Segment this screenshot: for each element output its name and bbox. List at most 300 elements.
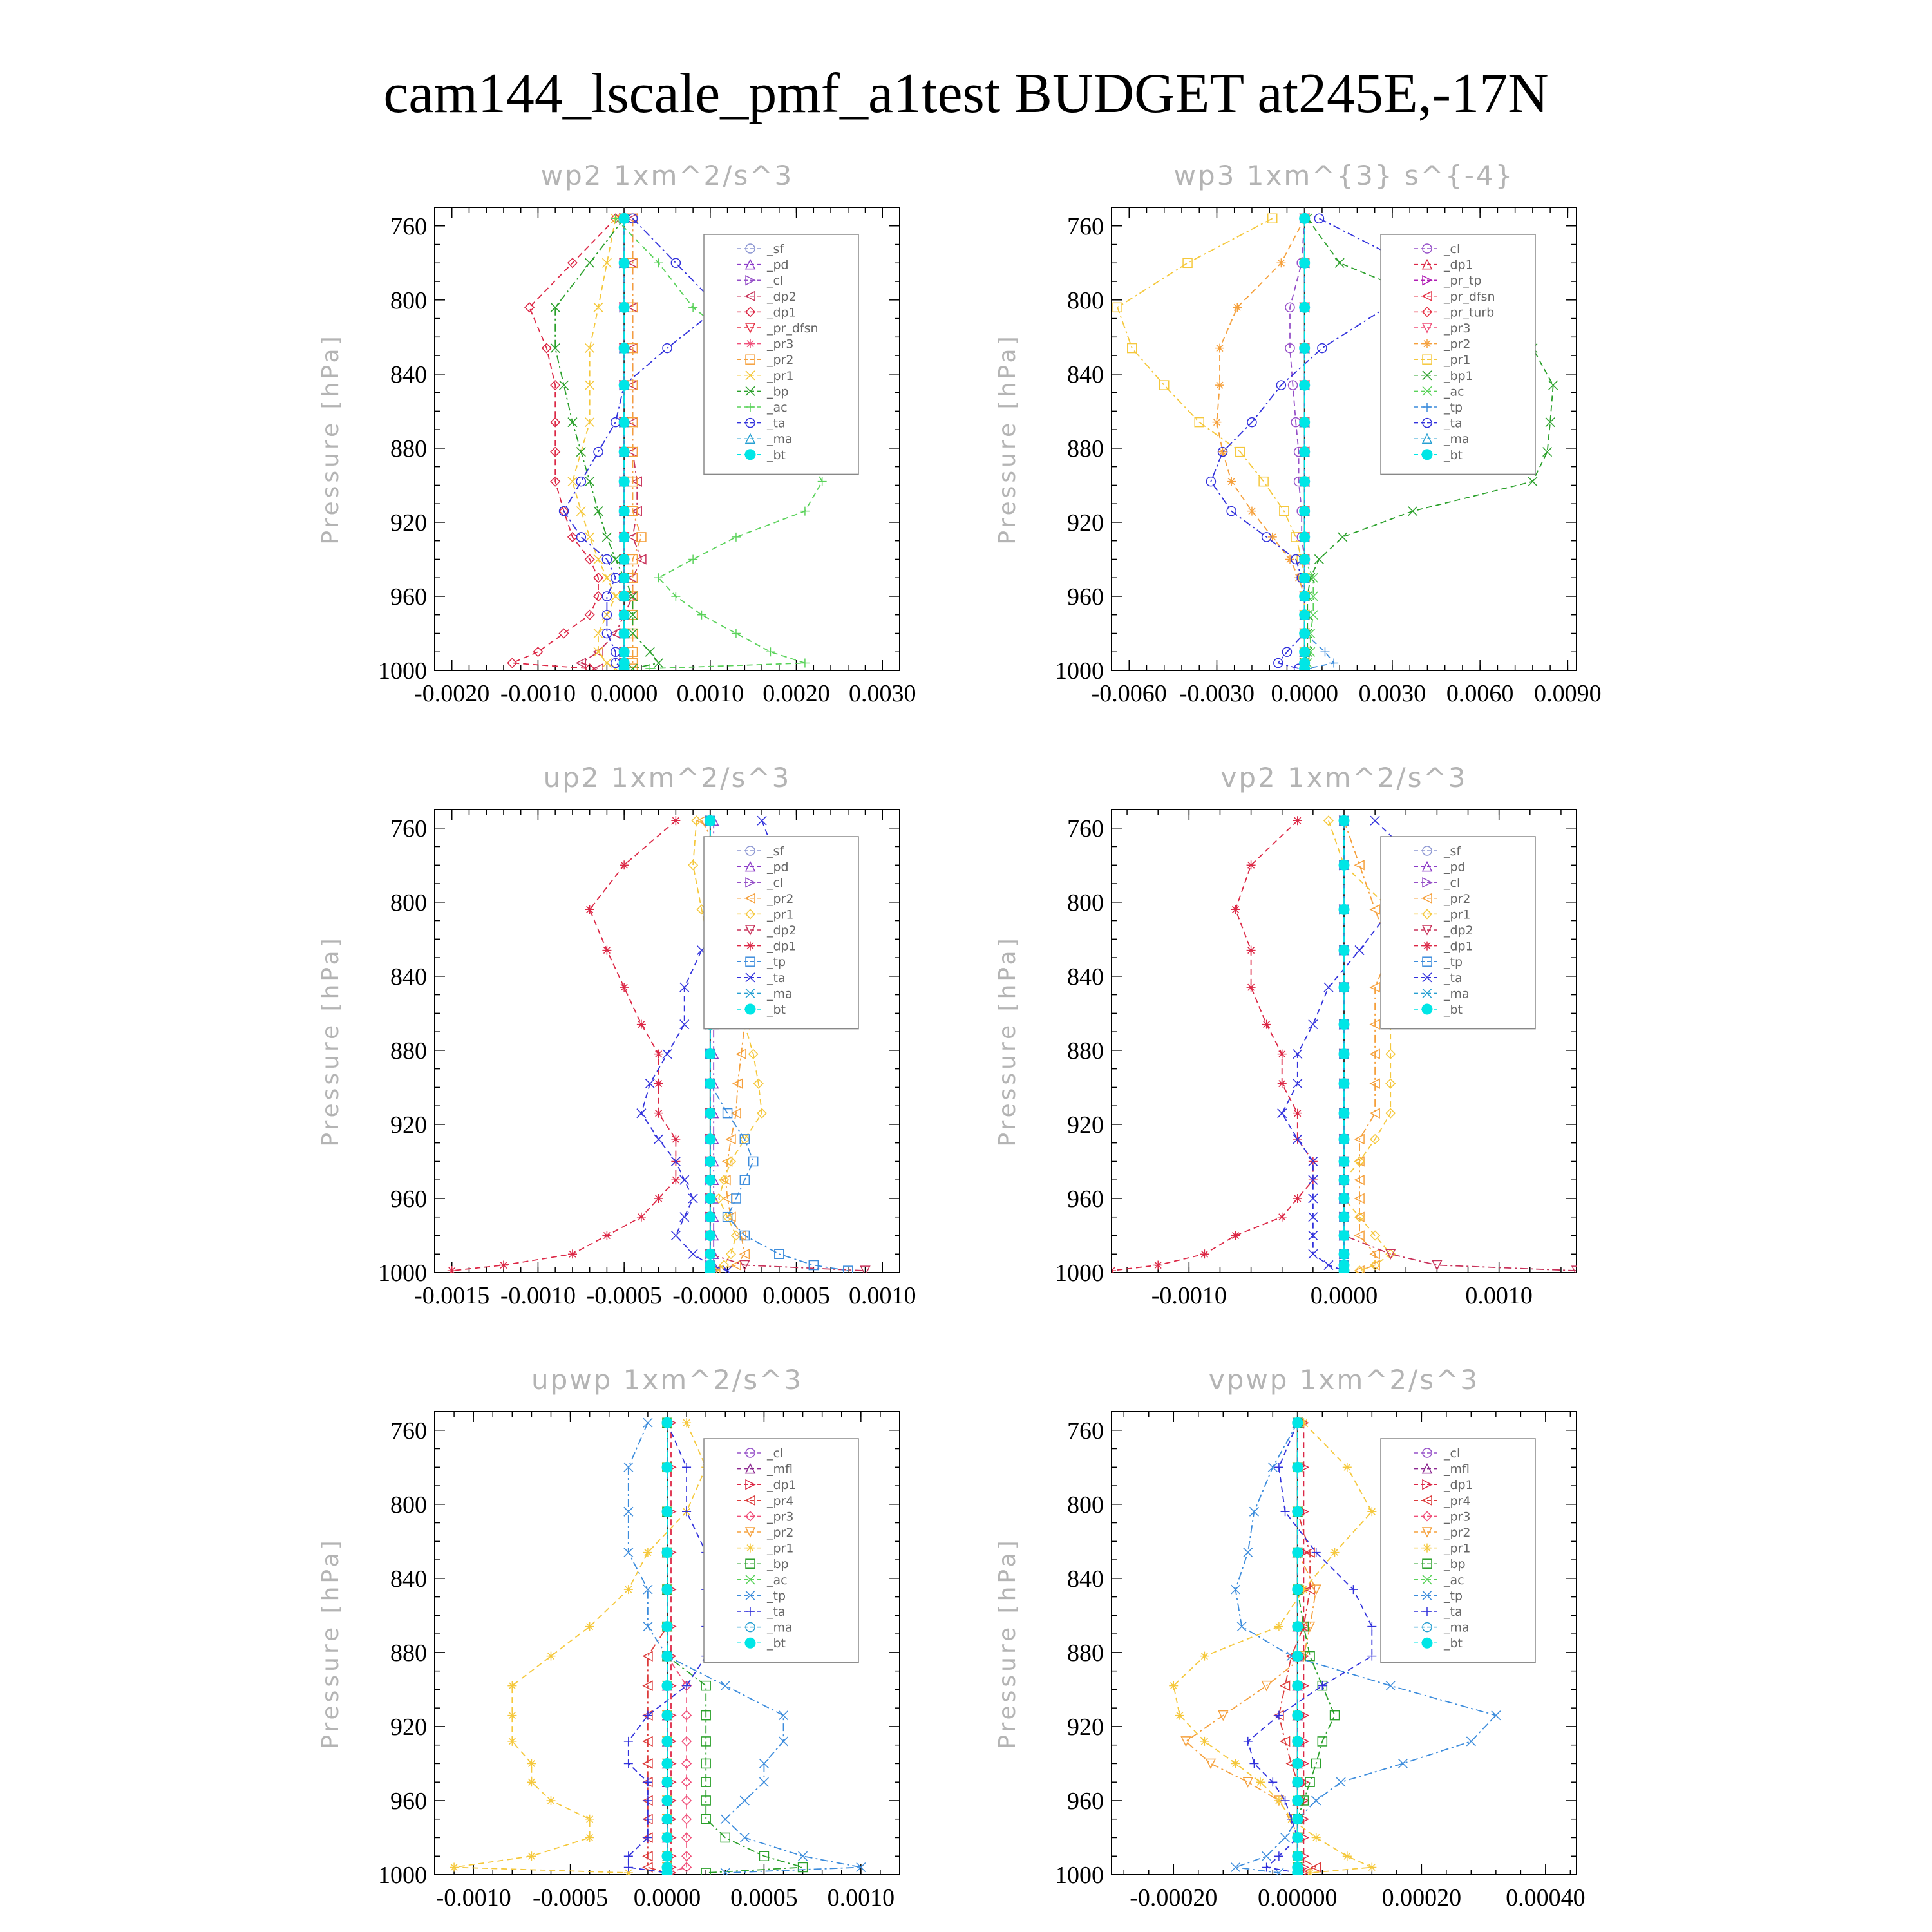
y-tick-label: 800 bbox=[1067, 889, 1104, 916]
y-tick-label: 760 bbox=[1067, 1417, 1104, 1444]
y-tick-label: 760 bbox=[1067, 213, 1104, 240]
y-tick-label: 760 bbox=[390, 815, 427, 842]
data-point-bt bbox=[619, 610, 629, 620]
data-point-pr2 bbox=[1370, 905, 1379, 914]
data-point-ta bbox=[1349, 1585, 1358, 1594]
data-point-ta bbox=[688, 1194, 697, 1203]
data-point-bt bbox=[705, 1265, 715, 1276]
y-tick-label: 760 bbox=[1067, 815, 1104, 842]
data-point-pr1 bbox=[1343, 1463, 1352, 1472]
data-point-bt bbox=[1293, 1417, 1303, 1428]
data-point-bt bbox=[1293, 1736, 1303, 1747]
data-point-pr1 bbox=[594, 554, 603, 564]
data-point-ta bbox=[643, 1815, 652, 1824]
y-tick-label: 880 bbox=[390, 1037, 427, 1065]
data-point-dp1 bbox=[1293, 1194, 1302, 1203]
chart-title: wp2 1xm^2/s^3 bbox=[540, 160, 794, 191]
data-point-dp1 bbox=[1153, 1260, 1162, 1269]
data-point-pr1 bbox=[726, 1249, 735, 1258]
x-tick-label: -0.0030 bbox=[1179, 680, 1255, 707]
series-line-ta bbox=[564, 218, 719, 668]
legend-entry: _dp1 bbox=[767, 305, 797, 320]
data-point-bt bbox=[662, 1710, 672, 1721]
x-tick-label: -0.0005 bbox=[586, 1282, 662, 1309]
y-tick-label: 760 bbox=[390, 1417, 427, 1444]
data-point-ac bbox=[688, 554, 697, 564]
data-point-ta bbox=[757, 816, 766, 825]
data-point-pr1 bbox=[1200, 1652, 1209, 1661]
data-point-bt bbox=[619, 628, 629, 638]
data-point-ac bbox=[766, 647, 775, 656]
data-point-pr1 bbox=[576, 507, 585, 516]
legend-entry: _ma bbox=[1444, 987, 1470, 1001]
data-point-ta bbox=[1244, 1737, 1253, 1746]
data-point-dp1 bbox=[560, 629, 569, 638]
legend-entry: _pr_turb bbox=[1444, 305, 1495, 320]
data-point-bt bbox=[619, 647, 629, 657]
data-point-tp bbox=[721, 1815, 730, 1824]
data-point-bt bbox=[705, 1175, 715, 1185]
legend-entry: _pr4 bbox=[1444, 1493, 1471, 1508]
data-point-bt bbox=[705, 815, 715, 826]
data-point-ta bbox=[671, 1231, 680, 1240]
legend-entry: _dp1 bbox=[1444, 258, 1473, 272]
x-tick-label: -0.0010 bbox=[500, 680, 576, 707]
legend-entry: _dp1 bbox=[767, 1478, 797, 1493]
data-point-bt bbox=[1300, 258, 1310, 268]
x-tick-label: 0.0020 bbox=[762, 680, 830, 707]
data-point-dp1 bbox=[1278, 1213, 1287, 1222]
data-point-bt bbox=[662, 1681, 672, 1691]
data-point-bt bbox=[705, 1230, 715, 1240]
series-line-pr1 bbox=[573, 218, 616, 668]
data-point-bt bbox=[662, 1868, 672, 1878]
legend-entry: _bt bbox=[767, 1636, 786, 1651]
y-tick-label: 960 bbox=[1067, 1787, 1104, 1815]
data-point-ta bbox=[1318, 1681, 1327, 1690]
legend-entry: _bp1 bbox=[1444, 368, 1473, 383]
legend-entry: _cl bbox=[1444, 1446, 1461, 1461]
y-tick-label: 840 bbox=[1067, 963, 1104, 990]
chart-title: wp3 1xm^{3} s^{-4} bbox=[1173, 160, 1515, 191]
x-tick-label: 0.0000 bbox=[590, 680, 658, 707]
data-point-bp1 bbox=[1314, 554, 1323, 564]
data-point-tp bbox=[643, 1418, 652, 1427]
legend-marker bbox=[746, 942, 755, 951]
legend-entry: _ta bbox=[1444, 1605, 1463, 1619]
y-tick-label: 800 bbox=[390, 889, 427, 916]
data-point-ta bbox=[1274, 1711, 1283, 1720]
x-tick-label: -0.0020 bbox=[414, 680, 490, 707]
x-tick-label: 0.0000 bbox=[633, 1884, 701, 1911]
series-line-dp1 bbox=[1112, 820, 1313, 1271]
data-point-bt bbox=[662, 1584, 672, 1595]
y-tick-label: 880 bbox=[1067, 1639, 1104, 1667]
data-point-dp1 bbox=[654, 1050, 663, 1059]
x-tick-label: 0.0010 bbox=[849, 1282, 916, 1309]
data-point-bt bbox=[1293, 1795, 1303, 1806]
y-tick-label: 920 bbox=[1067, 1713, 1104, 1741]
data-point-bt bbox=[1300, 663, 1310, 674]
data-point-bt bbox=[705, 1134, 715, 1144]
data-point-ac bbox=[732, 629, 741, 638]
legend-entry: _pr3 bbox=[1444, 1510, 1471, 1524]
y-tick-label: 880 bbox=[1067, 1037, 1104, 1065]
data-point-bt bbox=[619, 213, 629, 223]
chart-panel-2 bbox=[994, 160, 1602, 707]
legend-entry: _pr2 bbox=[1444, 1526, 1471, 1540]
x-tick-label: -0.00020 bbox=[1130, 1884, 1218, 1911]
x-tick-label: -0.0010 bbox=[1151, 1282, 1227, 1309]
data-point-bt bbox=[1300, 573, 1310, 583]
data-point-bt bbox=[705, 1249, 715, 1259]
data-point-pr2 bbox=[1247, 507, 1256, 516]
data-point-ta bbox=[602, 592, 611, 601]
data-point-bt bbox=[1300, 610, 1310, 620]
data-point-bt bbox=[1293, 1622, 1303, 1632]
x-tick-label: -0.0000 bbox=[672, 1282, 748, 1309]
data-point-bt bbox=[1293, 1777, 1303, 1787]
data-point-dp1 bbox=[671, 816, 680, 825]
data-point-bp bbox=[1331, 1711, 1340, 1720]
data-point-bp bbox=[560, 381, 569, 390]
data-point-bt bbox=[619, 380, 629, 390]
data-point-bt bbox=[1300, 628, 1310, 638]
x-tick-label: 0.0000 bbox=[1271, 680, 1338, 707]
data-point-pr1 bbox=[1169, 1681, 1178, 1690]
data-point-bp bbox=[645, 647, 654, 656]
data-point-dp1 bbox=[448, 1266, 457, 1275]
data-point-tp bbox=[1492, 1711, 1501, 1720]
data-point-ta bbox=[671, 258, 680, 267]
series-line-pr1 bbox=[1117, 218, 1305, 668]
data-point-tp bbox=[1398, 1759, 1407, 1768]
data-point-bt bbox=[1339, 1019, 1349, 1030]
y-tick-label: 840 bbox=[390, 361, 427, 388]
legend-entry: _ma bbox=[767, 987, 793, 1001]
data-point-bp bbox=[602, 533, 611, 542]
legend-entry: _pr3 bbox=[767, 1510, 794, 1524]
data-point-bt bbox=[1339, 860, 1349, 870]
legend-entry: _dp2 bbox=[767, 289, 797, 304]
legend-entry: _bt bbox=[1444, 1636, 1463, 1651]
data-point-pr2 bbox=[1215, 381, 1224, 390]
y-axis-label: Pressure [hPa] bbox=[317, 333, 344, 545]
data-point-ta bbox=[1278, 1109, 1287, 1118]
data-point-pr2 bbox=[1244, 1777, 1253, 1786]
data-point-bt bbox=[1293, 1548, 1303, 1558]
data-point-ta bbox=[1268, 1777, 1277, 1786]
legend-entry: _ma bbox=[1444, 432, 1470, 447]
data-point-ta bbox=[1324, 983, 1333, 992]
series-line-dp1 bbox=[452, 820, 676, 1271]
data-point-bt bbox=[619, 343, 629, 354]
legend-entry: _tp bbox=[767, 1589, 786, 1604]
legend-entry: _pd bbox=[767, 258, 789, 272]
legend-entry: _bt bbox=[767, 1003, 786, 1017]
legend-entry: _dp2 bbox=[767, 923, 797, 938]
y-tick-label: 880 bbox=[390, 435, 427, 462]
data-point-pr1 bbox=[624, 1585, 633, 1594]
data-point-ta bbox=[643, 1711, 652, 1720]
x-tick-label: 0.0005 bbox=[762, 1282, 830, 1309]
data-point-dp1 bbox=[568, 1249, 577, 1258]
data-point-bt bbox=[662, 1832, 672, 1842]
y-tick-label: 1000 bbox=[378, 658, 427, 685]
data-point-ta bbox=[680, 1175, 689, 1184]
data-point-bp bbox=[1305, 1777, 1314, 1786]
data-point-dp1 bbox=[654, 1079, 663, 1088]
legend-entry: _pr1 bbox=[1444, 907, 1471, 922]
data-point-bt bbox=[1293, 1462, 1303, 1472]
data-point-bt bbox=[1339, 815, 1349, 826]
y-tick-label: 1000 bbox=[1055, 658, 1104, 685]
page-title: cam144_lscale_pmf_a1test BUDGET at245E,-17N bbox=[383, 62, 1549, 125]
legend-entry: _ta bbox=[1444, 416, 1463, 431]
data-point-dp1 bbox=[654, 1109, 663, 1118]
data-point-tp bbox=[740, 1796, 749, 1805]
chart-panel-4 bbox=[994, 762, 1581, 1309]
data-point-pr1 bbox=[1256, 1777, 1265, 1786]
data-point-ta bbox=[1309, 1020, 1318, 1029]
data-point-pr2 bbox=[1215, 344, 1224, 353]
x-tick-label: 0.0010 bbox=[676, 680, 744, 707]
data-point-bp1 bbox=[1335, 258, 1344, 267]
y-tick-label: 960 bbox=[390, 1185, 427, 1213]
chart-panel-1 bbox=[317, 160, 916, 707]
data-point-ta bbox=[1324, 1260, 1333, 1269]
legend-entry: _mfl bbox=[767, 1462, 793, 1477]
data-point-bt bbox=[662, 1622, 672, 1632]
data-point-dp1 bbox=[1231, 1231, 1240, 1240]
data-point-pr2 bbox=[1212, 418, 1221, 427]
data-point-bt bbox=[1300, 343, 1310, 354]
data-point-dp1 bbox=[1262, 1020, 1271, 1029]
legend-entry: _bp bbox=[1444, 1557, 1466, 1572]
data-point-dp1 bbox=[637, 1020, 646, 1029]
data-point-pr1 bbox=[507, 1681, 516, 1690]
data-point-tp bbox=[1466, 1737, 1475, 1746]
data-point-tp bbox=[1312, 1796, 1321, 1805]
data-point-dp1 bbox=[602, 1231, 611, 1240]
data-point-dp1 bbox=[1293, 816, 1302, 825]
data-point-bt bbox=[1300, 477, 1310, 487]
data-point-ac bbox=[732, 533, 741, 542]
legend-entry: _pr1 bbox=[1444, 353, 1471, 368]
data-point-pr1 bbox=[1324, 816, 1333, 825]
data-point-bt bbox=[1293, 1584, 1303, 1595]
data-point-bt bbox=[1293, 1814, 1303, 1824]
series-line-pr2 bbox=[1217, 218, 1305, 668]
chart-panel-6 bbox=[994, 1364, 1586, 1911]
data-point-tp bbox=[779, 1737, 788, 1746]
data-point-dp1 bbox=[1247, 860, 1256, 869]
y-axis-label: Pressure [hPa] bbox=[317, 935, 344, 1147]
data-point-pr1 bbox=[1367, 1507, 1376, 1516]
data-point-ac bbox=[688, 303, 697, 312]
legend-entry: _bp bbox=[767, 384, 789, 399]
y-tick-label: 920 bbox=[1067, 1111, 1104, 1139]
data-point-pr1 bbox=[585, 533, 594, 542]
x-tick-label: 0.00000 bbox=[1258, 1884, 1338, 1911]
legend-entry: _cl bbox=[767, 1446, 784, 1461]
legend-entry: _pd bbox=[1444, 860, 1466, 875]
data-point-ta bbox=[576, 533, 585, 542]
data-point-pr1 bbox=[527, 1852, 536, 1861]
x-tick-label: 0.0060 bbox=[1446, 680, 1514, 707]
legend-entry: _dp2 bbox=[1444, 923, 1473, 938]
data-point-bt bbox=[1300, 554, 1310, 564]
data-point-tp bbox=[1329, 658, 1338, 667]
data-point-pr1 bbox=[1200, 1737, 1209, 1746]
data-point-pr1 bbox=[1355, 1266, 1364, 1275]
x-tick-label: 0.0030 bbox=[849, 680, 916, 707]
legend-entry: _dp1 bbox=[1444, 1478, 1473, 1493]
x-tick-label: -0.0010 bbox=[435, 1884, 511, 1911]
data-point-bt bbox=[705, 1193, 715, 1204]
legend-entry: _tp bbox=[1444, 1589, 1463, 1604]
data-point-pr1 bbox=[682, 1418, 691, 1427]
data-point-bt bbox=[705, 1212, 715, 1222]
data-point-bp1 bbox=[1338, 533, 1347, 542]
data-point-pr1 bbox=[547, 1652, 556, 1661]
data-point-dp1 bbox=[499, 1260, 508, 1269]
data-point-dp1 bbox=[1293, 1109, 1302, 1118]
legend-marker bbox=[746, 1544, 755, 1553]
data-point-bt bbox=[1300, 447, 1310, 457]
y-tick-label: 1000 bbox=[1055, 1260, 1104, 1287]
legend-entry: _pd bbox=[767, 860, 789, 875]
data-point-bt bbox=[619, 477, 629, 487]
data-point-tp bbox=[624, 1507, 633, 1516]
data-point-bt bbox=[1339, 1175, 1349, 1185]
x-tick-label: 0.0000 bbox=[1310, 1282, 1378, 1309]
data-point-ta bbox=[624, 1737, 633, 1746]
legend-entry: _pr1 bbox=[767, 368, 794, 383]
data-point-dp1 bbox=[533, 647, 542, 656]
legend-entry: _mfl bbox=[1444, 1462, 1470, 1477]
legend-entry: _pr_dfsn bbox=[767, 321, 819, 336]
legend-entry: _ma bbox=[767, 432, 793, 447]
legend-entry: _pr2 bbox=[1444, 891, 1471, 906]
series-line-pr1 bbox=[1173, 1423, 1372, 1873]
y-tick-label: 920 bbox=[390, 1111, 427, 1139]
data-point-bt bbox=[1339, 1108, 1349, 1119]
data-point-bt bbox=[619, 532, 629, 542]
data-point-pr1 bbox=[1175, 1711, 1184, 1720]
data-point-dp1 bbox=[1247, 946, 1256, 955]
data-point-bt bbox=[1300, 591, 1310, 601]
data-point-bp1 bbox=[1408, 507, 1417, 516]
y-tick-label: 920 bbox=[390, 1713, 427, 1741]
y-tick-label: 800 bbox=[390, 1491, 427, 1519]
data-point-bt bbox=[619, 302, 629, 312]
legend-entry: _bt bbox=[1444, 448, 1463, 462]
chart-title: upwp 1xm^2/s^3 bbox=[531, 1364, 803, 1396]
data-point-bt bbox=[1339, 1134, 1349, 1144]
data-point-tp bbox=[1262, 1852, 1271, 1861]
data-point-bt bbox=[1339, 1079, 1349, 1089]
data-point-pr1 bbox=[643, 1548, 652, 1557]
data-point-dp1 bbox=[602, 946, 611, 955]
chart-panel-3 bbox=[317, 762, 916, 1309]
data-point-dp1 bbox=[637, 1213, 646, 1222]
data-point-bt bbox=[619, 591, 629, 601]
legend-entry: _ma bbox=[767, 1620, 793, 1635]
legend-entry: _ta bbox=[1444, 971, 1463, 985]
data-point-tp bbox=[749, 1157, 758, 1166]
legend-entry: _pr3 bbox=[1444, 321, 1471, 336]
legend-entry: _sf bbox=[767, 242, 784, 256]
data-point-bt bbox=[1300, 532, 1310, 542]
data-point-dp1 bbox=[654, 1194, 663, 1203]
y-tick-label: 960 bbox=[1067, 1185, 1104, 1213]
data-point-pr1 bbox=[585, 1815, 594, 1824]
legend-marker bbox=[1423, 1544, 1432, 1553]
data-point-bt bbox=[1339, 982, 1349, 992]
data-point-ta bbox=[637, 1109, 646, 1118]
data-point-ta bbox=[1318, 344, 1327, 353]
data-point-ta bbox=[1309, 1231, 1318, 1240]
legend-entry: _ma bbox=[1444, 1620, 1470, 1635]
data-point-bp bbox=[585, 477, 594, 486]
data-point-ta bbox=[1355, 946, 1364, 955]
legend-entry: _bt bbox=[767, 448, 786, 462]
data-point-bt bbox=[1300, 417, 1310, 428]
data-point-pr2 bbox=[1355, 1266, 1364, 1275]
data-point-bt bbox=[662, 1851, 672, 1861]
data-point-dp1 bbox=[1107, 1266, 1116, 1275]
data-point-ta bbox=[680, 1020, 689, 1029]
data-point-pr4 bbox=[1281, 1681, 1290, 1690]
data-point-ac bbox=[1309, 611, 1318, 620]
data-point-ta bbox=[1281, 1507, 1290, 1516]
data-point-bt bbox=[619, 417, 629, 428]
data-point-pr2 bbox=[1312, 1585, 1321, 1594]
data-point-pr2 bbox=[1276, 258, 1285, 267]
data-point-bt bbox=[1339, 1230, 1349, 1240]
data-point-ta bbox=[680, 1213, 689, 1222]
data-point-bt bbox=[705, 1156, 715, 1166]
data-point-pr2 bbox=[1233, 303, 1242, 312]
data-point-dp1 bbox=[585, 905, 594, 914]
x-tick-label: -0.0005 bbox=[533, 1884, 609, 1911]
data-point-bt bbox=[662, 1462, 672, 1472]
data-point-bt bbox=[619, 554, 629, 564]
data-point-bt bbox=[1339, 904, 1349, 914]
legend-entry: _pr1 bbox=[767, 907, 794, 922]
data-point-dp1 bbox=[1231, 905, 1240, 914]
data-point-bt bbox=[705, 1079, 715, 1089]
data-point-dp1 bbox=[1278, 1050, 1287, 1059]
legend-entry: _ac bbox=[1444, 384, 1464, 399]
y-tick-label: 800 bbox=[1067, 287, 1104, 314]
y-tick-label: 880 bbox=[1067, 435, 1104, 462]
data-point-bt bbox=[662, 1814, 672, 1824]
y-tick-label: 960 bbox=[390, 1787, 427, 1815]
legend-entry: _tp bbox=[1444, 401, 1463, 415]
y-tick-label: 960 bbox=[390, 583, 427, 611]
y-tick-label: 1000 bbox=[378, 1862, 427, 1889]
data-point-ta bbox=[576, 477, 585, 486]
y-tick-label: 840 bbox=[390, 963, 427, 990]
data-point-ac bbox=[671, 592, 680, 601]
data-point-bt bbox=[1300, 506, 1310, 516]
y-tick-label: 840 bbox=[1067, 1565, 1104, 1593]
legend-entry: _pr1 bbox=[1444, 1541, 1471, 1556]
y-tick-label: 760 bbox=[390, 213, 427, 240]
data-point-ta bbox=[682, 1681, 691, 1690]
